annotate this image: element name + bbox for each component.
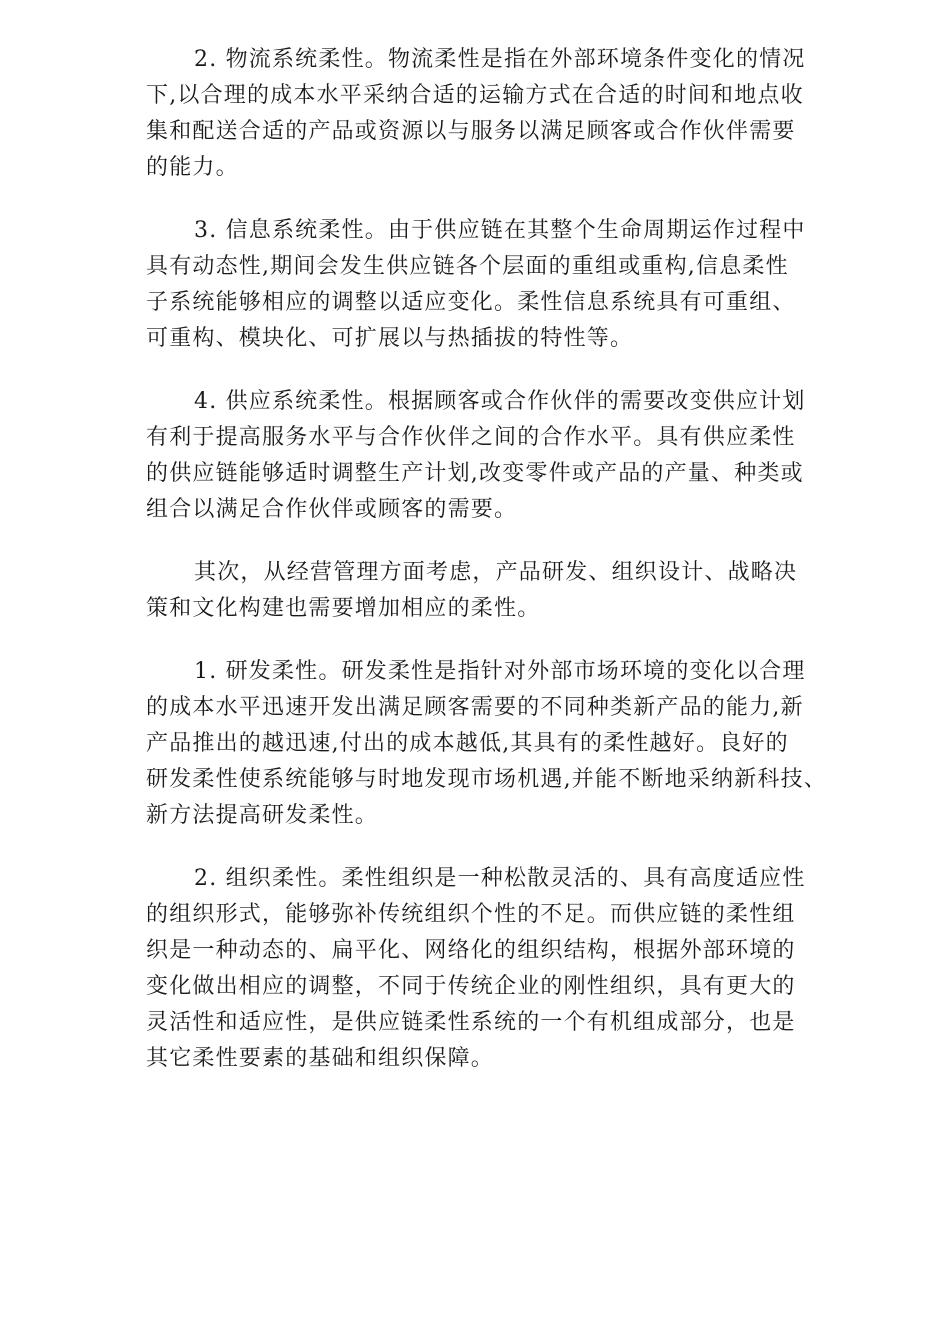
paragraph-line: 有利于提高服务水平与合作伙伴之间的合作水平。具有供应柔性 — [146, 425, 796, 450]
paragraph-line: 变化做出相应的调整，不同于传统企业的刚性组织，具有更大的 — [146, 974, 796, 999]
paragraph-line: 织是一种动态的、扁平化、网络化的组织结构，根据外部环境的 — [146, 938, 796, 963]
paragraph-organization-flexibility — [146, 861, 876, 1077]
paragraph-logistics-flexibility — [146, 42, 876, 186]
paragraph-line: 2. 物流系统柔性。物流柔性是指在外部环境条件变化的情况 — [194, 47, 806, 72]
paragraph-line: 产品推出的越迅速,付出的成本越低,其具有的柔性越好。良好的 — [146, 731, 789, 756]
paragraph-line: 的供应链能够适时调整生产计划,改变零件或产品的产量、种类或 — [146, 461, 804, 486]
paragraph-line: 具有动态性,期间会发生供应链各个层面的重组或重构,信息柔性 — [146, 254, 789, 279]
paragraph-line: 策和文化构建也需要增加相应的柔性。 — [146, 596, 541, 621]
paragraph-line: 2. 组织柔性。柔性组织是一种松散灵活的、具有高度适应性 — [194, 866, 806, 891]
paragraph-line: 其次，从经营管理方面考虑，产品研发、组织设计、战略决 — [194, 560, 798, 585]
paragraph-line: 新方法提高研发柔性。 — [146, 803, 379, 828]
paragraph-line: 集和配送合适的产品或资源以与服务以满足顾客或合作伙伴需要 — [146, 119, 796, 144]
document-body — [146, 42, 876, 1104]
paragraph-line: 的成本水平迅速开发出满足顾客需要的不同种类新产品的能力,新 — [146, 695, 804, 720]
paragraph-line: 可重构、模块化、可扩展以与热插拔的特性等。 — [146, 326, 634, 351]
paragraph-rd-flexibility — [146, 654, 876, 834]
paragraph-information-flexibility — [146, 213, 876, 357]
paragraph-line: 研发柔性使系统能够与时地发现市场机遇,并能不断地采纳新科技、 — [146, 767, 827, 792]
paragraph-line: 的组织形式，能够弥补传统组织个性的不足。而供应链的柔性组 — [146, 902, 796, 927]
paragraph-line: 子系统能够相应的调整以适应变化。柔性信息系统具有可重组、 — [146, 290, 796, 315]
paragraph-line: 下,以合理的成本水平采纳合适的运输方式在合适的时间和地点收 — [146, 83, 804, 108]
paragraph-line: 4. 供应系统柔性。根据顾客或合作伙伴的需要改变供应计划 — [194, 389, 806, 414]
paragraph-line: 的能力。 — [146, 155, 239, 180]
paragraph-line: 灵活性和适应性，是供应链柔性系统的一个有机组成部分，也是 — [146, 1010, 796, 1035]
paragraph-line: 3. 信息系统柔性。由于供应链在其整个生命周期运作过程中 — [194, 218, 806, 243]
paragraph-supply-flexibility — [146, 384, 876, 528]
paragraph-line: 1. 研发柔性。研发柔性是指针对外部市场环境的变化以合理 — [194, 659, 806, 684]
paragraph-line: 组合以满足合作伙伴或顾客的需要。 — [146, 497, 518, 522]
paragraph-management-intro — [146, 555, 876, 627]
paragraph-line: 其它柔性要素的基础和组织保障。 — [146, 1046, 495, 1071]
